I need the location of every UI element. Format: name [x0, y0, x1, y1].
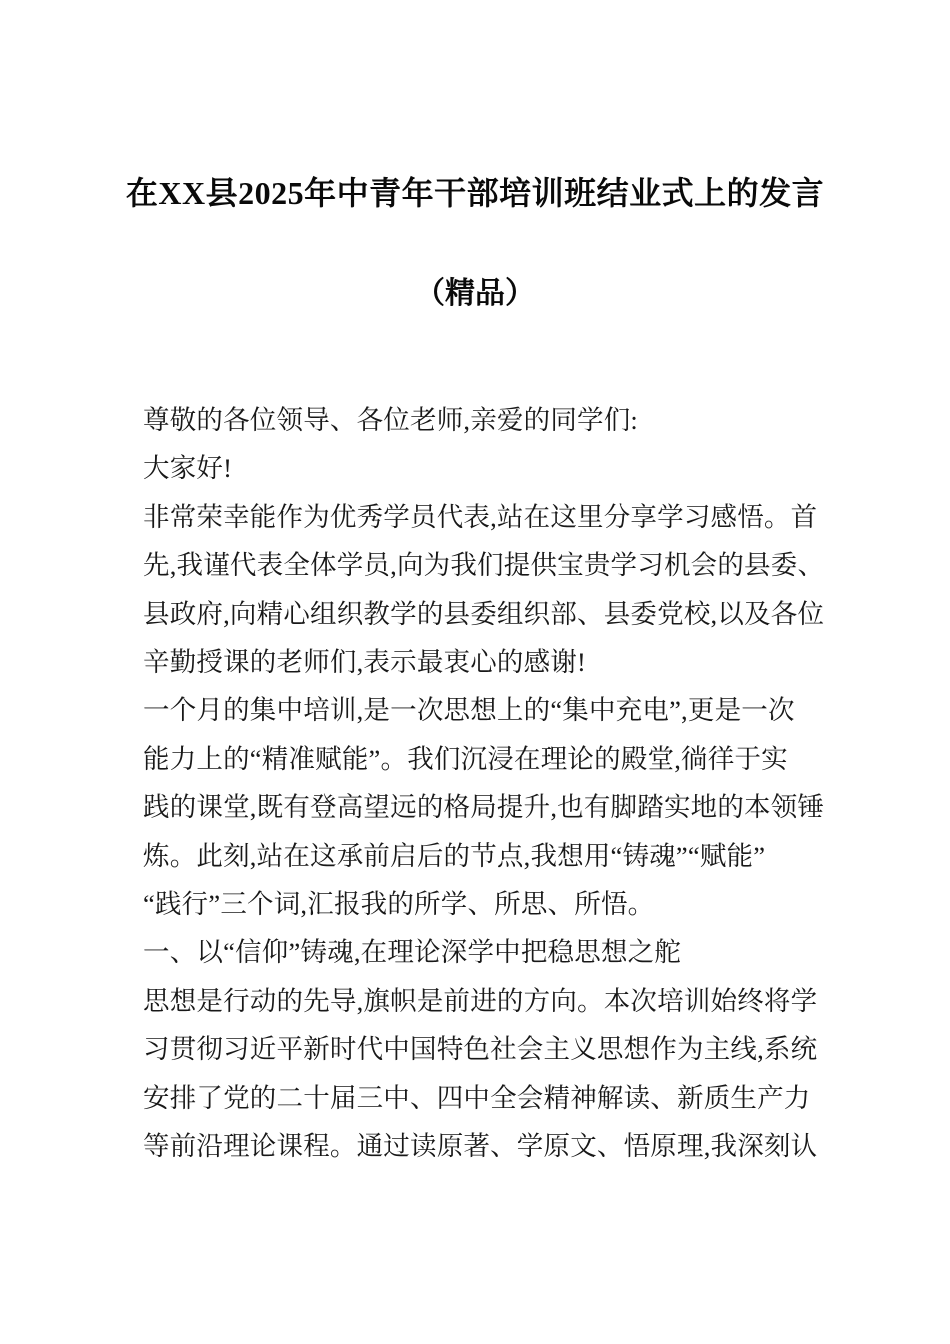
body-line: 大家好!	[143, 453, 233, 484]
document-body	[143, 396, 825, 1171]
body-line: 能力上的“精准赋能”。我们沉浸在理论的殿堂,徜徉于实	[143, 743, 788, 774]
body-line: 先,我谨代表全体学员,向为我们提供宝贵学习机会的县委、	[143, 550, 825, 581]
body-line: 非常荣幸能作为优秀学员代表,站在这里分享学习感悟。首	[143, 501, 818, 532]
body-line: 习贯彻习近平新时代中国特色社会主义思想作为主线,系统	[143, 1034, 818, 1065]
body-line: 一个月的集中培训,是一次思想上的“集中充电”,更是一次	[143, 695, 795, 726]
body-line: 尊敬的各位领导、各位老师,亲爱的同学们:	[143, 405, 638, 435]
body-line: 炼。此刻,站在这承前启后的节点,我想用“铸魂”“赋能”	[143, 840, 766, 871]
document-subtitle: （精品）	[415, 277, 535, 310]
body-line: “践行”三个词,汇报我的所学、所思、所悟。	[143, 889, 655, 920]
body-line: 辛勤授课的老师们,表示最衷心的感谢!	[143, 647, 587, 678]
body-line: 安排了党的二十届三中、四中全会精神解读、新质生产力	[143, 1082, 811, 1113]
page-title: 在XX县2025年中青年干部培训班结业式上的发言	[125, 175, 825, 212]
body-line: 思想是行动的先导,旗帜是前进的方向。本次培训始终将学	[143, 985, 818, 1016]
body-line: 践的课堂,既有登高望远的格局提升,也有脚踏实地的本领锤	[143, 792, 825, 823]
body-line: 等前沿理论课程。通过读原著、学原文、悟原理,我深刻认	[143, 1131, 818, 1162]
body-line: 县政府,向精心组织教学的县委组织部、县委党校,以及各位	[143, 598, 825, 629]
section-heading-1: 一、以“信仰”铸魂,在理论深学中把稳思想之舵	[143, 937, 682, 968]
